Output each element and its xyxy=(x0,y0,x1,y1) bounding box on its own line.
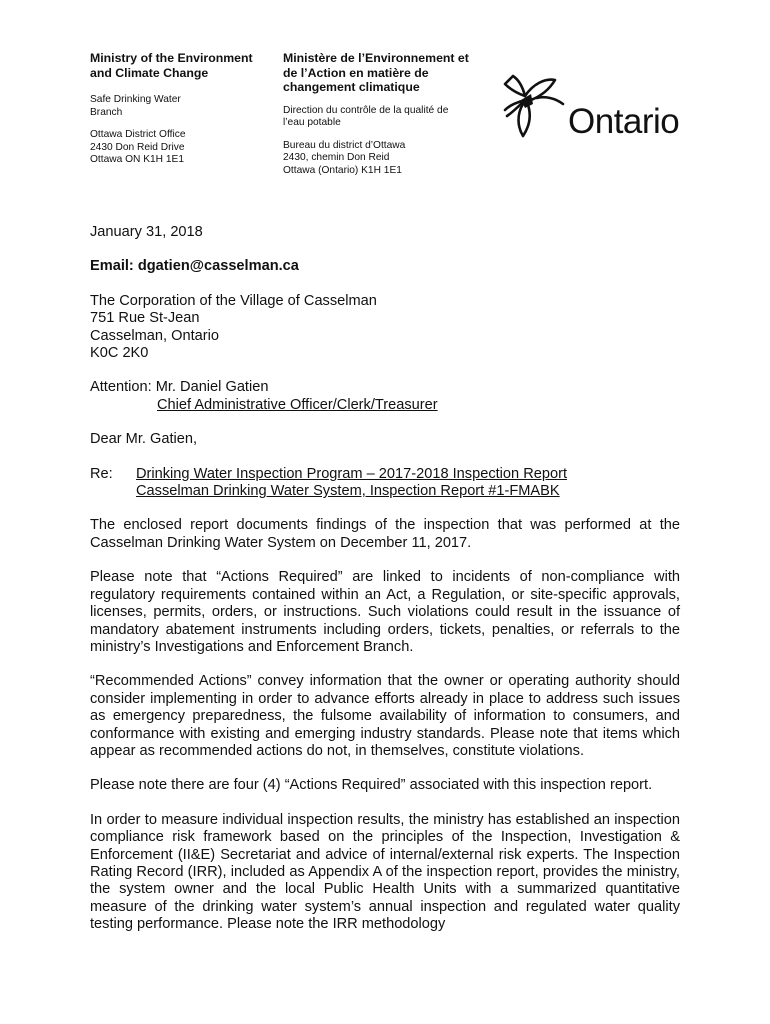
office-address-en: Ottawa District Office 2430 Don Reid Drive Ottawa ON K1H 1E1 xyxy=(90,129,186,166)
subject-line-1: Drinking Water Inspection Program – 2017-2018 Inspection Report xyxy=(136,465,568,482)
paragraph-recommended-actions: “Recommended Actions” convey information that the owner or operating authority should consider implementing in order to advance efforts already in place to address such issues as emergency preparedness, the fulsome availability of information to consumers, and conformance with existing and emerging industry standards. Please note that items which appear as recommended actions do not, in themselves, constitute violations. xyxy=(90,673,680,759)
paragraph-findings: The enclosed report documents findings of the inspection that was performed at the Casselman Drinking Water System on December 11, 2017. xyxy=(90,517,680,551)
ministry-name-fr: Ministère de l’Environnement et de l’Action en matière de changement climatique xyxy=(283,51,469,94)
paragraph-actions-count: Please note there are four (4) “Actions Required” associated with this inspection report. xyxy=(90,777,653,794)
subject-line-2: Casselman Drinking Water System, Inspection Report #1-FMABK xyxy=(136,483,560,500)
ontario-logo xyxy=(497,70,707,140)
ministry-name-en: Ministry of the Environment and Climate Change xyxy=(90,51,253,80)
ontario-wordmark: Ontario xyxy=(568,102,680,141)
letter-date: January 31, 2018 xyxy=(90,224,203,240)
trillium-icon xyxy=(497,70,569,140)
branch-name-en: Safe Drinking Water Branch xyxy=(90,94,181,118)
attention-block: Attention: Mr. Daniel Gatien Chief Administrative Officer/Clerk/Treasurer xyxy=(90,379,438,413)
recipient-address: The Corporation of the Village of Casselman 751 Rue St-Jean Casselman, Ontario K0C 2K0 xyxy=(90,292,377,362)
re-label: Re: xyxy=(90,465,113,482)
letter-body xyxy=(90,224,680,951)
paragraph-actions-required: Please note that “Actions Required” are linked to incidents of non-compliance with regulatory requirements contained within an Act, a Regulation, or site-specific approvals, licenses, permits, orders, or instructions. Such violations could result in the issuance of mandatory abatement instruments including orders, tickets, penalties, or referrals to the ministry’s Investigations and Enforcement Branch. xyxy=(90,569,680,655)
branch-name-fr: Direction du contrôle de la qualité de l’eau potable xyxy=(283,104,449,129)
recipient-email: Email: dgatien@casselman.ca xyxy=(90,258,299,275)
letterhead-english xyxy=(90,51,275,177)
salutation: Dear Mr. Gatien, xyxy=(90,431,198,448)
subject-line xyxy=(90,466,680,501)
paragraph-risk-framework: In order to measure individual inspection results, the ministry has established an inspection compliance risk framework based on the principles of the Inspection, Investigation & Enforcement (II&E) Secretariat and advice of internal/external risk experts. The Inspection Rating Record (IRR), included as Appendix A of the inspection report, provides the ministry, the system owner and the local Public Health Units with a summarized quantitative measure of the drinking water system’s annual inspection and regulated water quality testing performance. Please note the IRR methodology xyxy=(90,811,680,933)
letterhead-french xyxy=(283,51,488,187)
office-address-fr: Bureau du district d’Ottawa 2430, chemin Don Reid Ottawa (Ontario) K1H 1E1 xyxy=(283,139,406,176)
recipient-title: Chief Administrative Officer/Clerk/Treasurer xyxy=(157,396,438,413)
